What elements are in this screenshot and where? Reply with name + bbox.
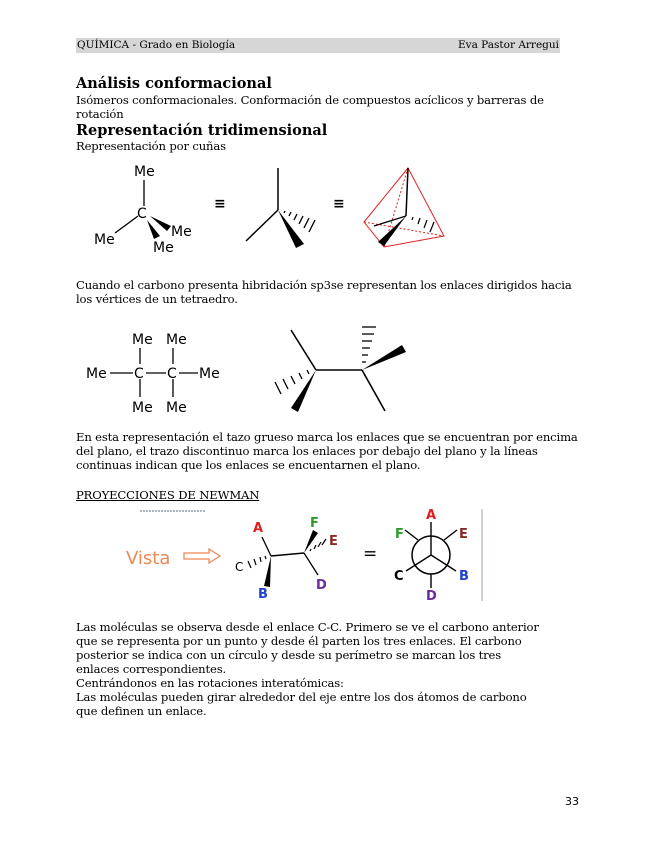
newman-label-a: A: [426, 508, 437, 523]
sawhorse-label-d: D: [316, 578, 327, 593]
ethane-me-bl: Me: [132, 400, 153, 416]
wedge-me-bottom: Me: [153, 240, 174, 256]
page-number: 33: [565, 795, 579, 808]
para2-line-2: del plano, el trazo discontinuo marca los enlaces por debajo del plano y la líneas: [76, 444, 538, 458]
ethane-c1: C: [134, 366, 144, 382]
analisis-body-line-2: rotación: [76, 107, 124, 121]
newman-label-d: D: [426, 589, 437, 604]
sawhorse-projection: [248, 530, 326, 587]
ethane-me-tl: Me: [132, 332, 153, 348]
wedge-me-right: Me: [171, 224, 192, 240]
sawhorse-label-e: E: [329, 534, 338, 549]
newman-heading: PROYECCIONES DE NEWMAN: [76, 488, 260, 502]
sawhorse-label-c: C: [235, 560, 244, 574]
sawhorse-label-b: B: [258, 587, 268, 602]
para3-line-5: Centrándonos en las rotaciones interatómicas:: [76, 676, 344, 690]
vista-label: Vista: [126, 548, 171, 569]
para3-line-1: Las moléculas se observa desde el enlace C-C. Primero se ve el carbono anterior: [76, 620, 539, 634]
ethane-me-l: Me: [86, 366, 107, 382]
para2-line-3: continuas indican que los enlaces se encuentarnen el plano.: [76, 458, 421, 472]
wedge-me-top: Me: [134, 164, 155, 180]
equiv-sign-2: ≡: [333, 196, 345, 212]
newman-label-b: B: [459, 569, 469, 584]
wedge-me-left: Me: [94, 232, 115, 248]
ethane-me-br: Me: [166, 400, 187, 416]
header-course: QUÍMICA - Grado en Biología: [77, 39, 236, 51]
ethane-me-r: Me: [199, 366, 220, 382]
para3-line-7: que definen un enlace.: [76, 704, 207, 718]
analisis-body-line-1: Isómeros conformacionales. Conformación de compuestos acíclicos y barreras de: [76, 93, 544, 107]
para3-line-3: posterior se indica con un círculo y desde su perímetro se marcan los tres: [76, 648, 502, 662]
para1-line-1: Cuando el carbono presenta hibridación sp3se representan los enlaces dirigidos hacia: [76, 278, 572, 292]
newman-label-e: E: [459, 527, 468, 542]
equiv-sign-1: ≡: [214, 196, 226, 212]
newman-label-c: C: [394, 569, 404, 584]
wedge-c: C: [137, 206, 147, 222]
header-author: Eva Pastor Arregui: [457, 39, 559, 51]
newman-equals: =: [363, 544, 378, 564]
newman-circle-projection: [405, 509, 482, 601]
tridim-subtitle: Representación por cuñas: [76, 139, 226, 153]
para3-line-6: Las moléculas pueden girar alrededor del eje entre los dos átomos de carbono: [76, 690, 527, 704]
newman-label-f: F: [395, 527, 404, 542]
para2-line-1: En esta representación el tazo grueso marca los enlaces que se encuentran por encima: [76, 430, 578, 444]
section-title-tridimensional: Representación tridimensional: [76, 122, 328, 139]
para3-line-4: enlaces correspondientes.: [76, 662, 227, 676]
section-title-analisis: Análisis conformacional: [76, 75, 272, 92]
ethane-me-tr: Me: [166, 332, 187, 348]
vista-arrow: [184, 549, 220, 563]
sawhorse-label-f: F: [310, 516, 319, 531]
ethane-c2: C: [167, 366, 177, 382]
sawhorse-label-a: A: [253, 521, 264, 536]
para3-line-2: que se representa por un punto y desde él parten los tres enlaces. El carbono: [76, 634, 522, 648]
para1-line-2: los vértices de un tetraedro.: [76, 292, 238, 306]
